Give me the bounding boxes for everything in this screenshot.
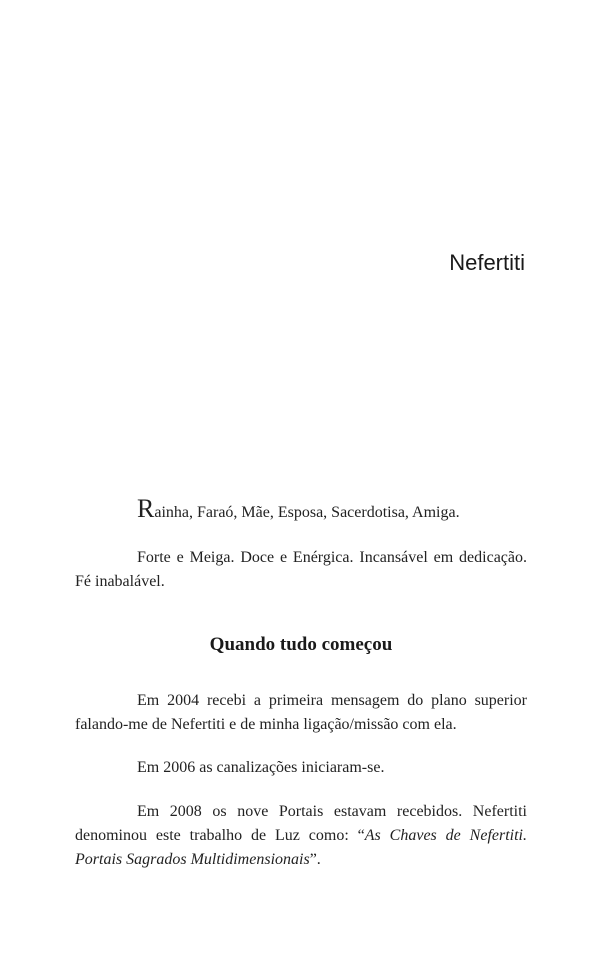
section-heading: Quando tudo começou <box>209 634 393 655</box>
drop-cap: R <box>137 494 155 523</box>
paragraph-2004: Em 2004 recebi a primeira mensagem do plano superior falando-me de Nefertiti e de minha ligação/missão com ela. <box>75 692 527 733</box>
paragraph-2008-text: Em 2008 os nove Portais estavam recebidos. Nefertiti denominou este trabalho de Luz como: “ <box>75 803 527 844</box>
opening-paragraph-text: ainha, Faraó, Mãe, Esposa, Sacerdotisa, Amiga. <box>154 504 460 521</box>
paragraph-2008 <box>75 800 527 872</box>
chapter-title: Nefertiti <box>449 250 525 275</box>
paragraph-attributes: Forte e Meiga. Doce e Enérgica. Incansável em dedicação. Fé inabalável. <box>75 549 527 590</box>
work-title: As Chaves de Nefertiti. Portais Sagrados Multidimensionais <box>75 827 528 868</box>
paragraph-2008-end: ”. <box>309 851 321 868</box>
paragraph-2006: Em 2006 as canalizações iniciaram-se. <box>137 759 385 776</box>
opening-paragraph <box>75 494 527 525</box>
